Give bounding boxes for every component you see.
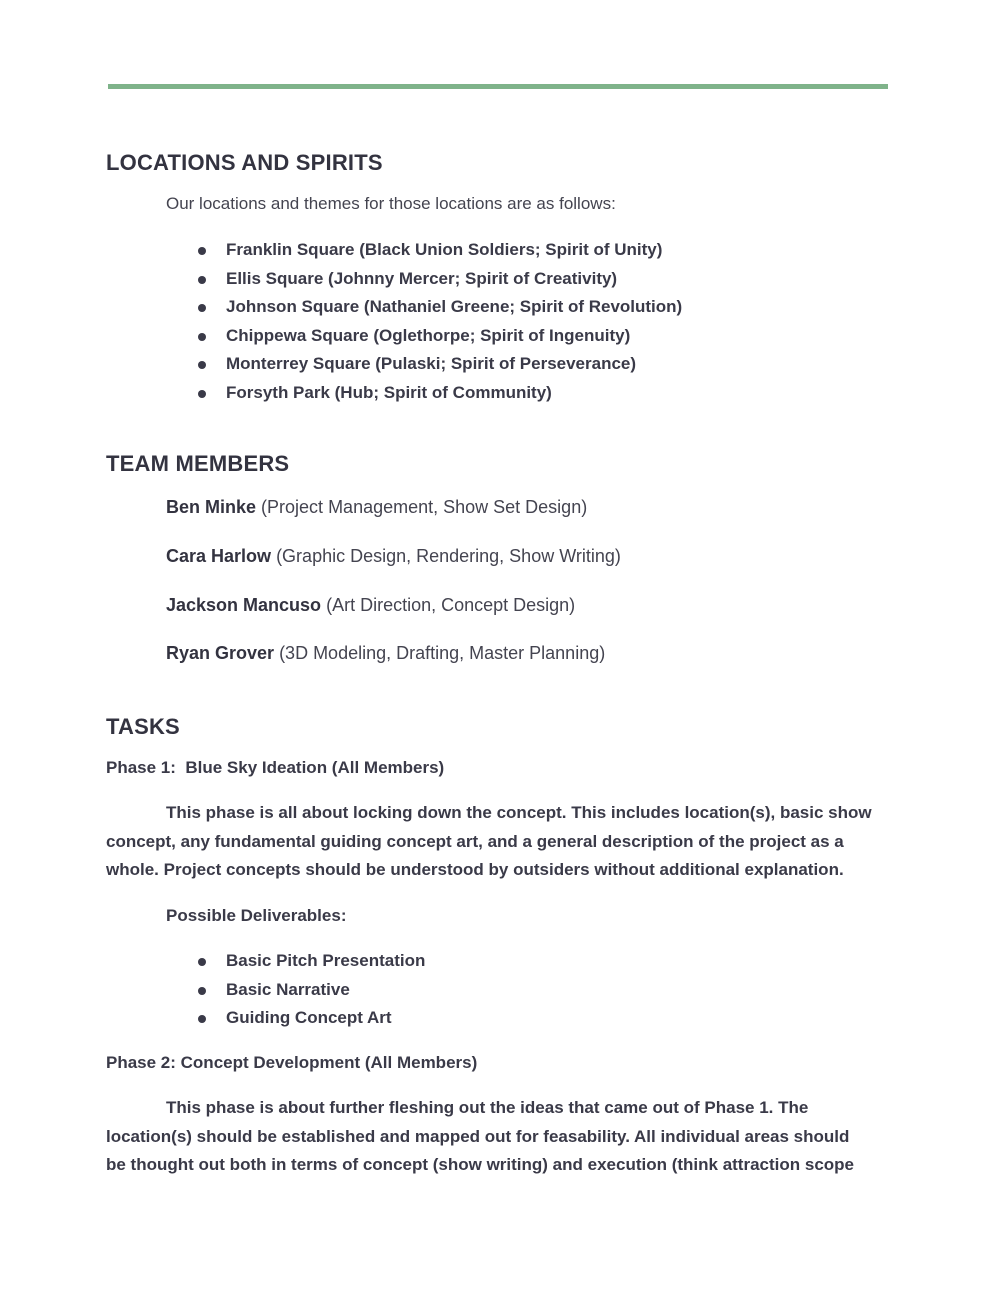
member-name: Ryan Grover — [166, 643, 275, 663]
bullet-icon — [198, 1015, 206, 1023]
phase1-paragraph-line: concept, any fundamental guiding concept art, and a general description of the project as a — [106, 832, 844, 851]
top-divider — [108, 84, 888, 89]
deliverable-label: Guiding Concept Art — [226, 1008, 392, 1028]
phase1-paragraph-line: whole. Project concepts should be understood by outsiders without additional explanation. — [106, 860, 844, 879]
bullet-icon — [198, 276, 206, 284]
member-name: Jackson Mancuso — [166, 595, 322, 615]
member-roles: (Art Direction, Concept Design) — [326, 595, 576, 615]
location-item-label: Ellis Square (Johnny Mercer; Spirit of Creativity) — [226, 268, 618, 288]
phase2-paragraph-line: be thought out both in terms of concept (show writing) and execution (think attraction scope — [106, 1155, 854, 1174]
bullet-icon — [198, 333, 206, 341]
location-item-label: Monterrey Square (Pulaski; Spirit of Perseverance) — [226, 354, 637, 374]
location-item-label: Johnson Square (Nathaniel Greene; Spirit of Revolution) — [226, 297, 683, 317]
phase1-paragraph-line: This phase is all about locking down the concept. This includes location(s), basic show — [166, 803, 872, 822]
bullet-icon — [198, 958, 206, 966]
team-member — [166, 643, 605, 664]
bullet-icon — [198, 247, 206, 255]
locations-intro: Our locations and themes for those locations are as follows: — [166, 194, 616, 213]
location-item-label: Chippewa Square (Oglethorpe; Spirit of Ingenuity) — [226, 325, 631, 345]
phase1-title: Phase 1: Blue Sky Ideation (All Members) — [106, 758, 445, 777]
team-member — [166, 546, 621, 567]
bullet-icon — [198, 390, 206, 398]
member-roles: (Project Management, Show Set Design) — [261, 497, 588, 517]
member-name: Cara Harlow — [166, 546, 272, 566]
deliverable-label: Basic Narrative — [226, 979, 350, 999]
member-roles: (3D Modeling, Drafting, Master Planning) — [279, 643, 606, 663]
deliverable-label: Basic Pitch Presentation — [226, 951, 426, 970]
location-item-label: Forsyth Park (Hub; Spirit of Community) — [226, 382, 552, 402]
member-roles: (Graphic Design, Rendering, Show Writing) — [276, 546, 621, 566]
locations-heading: LOCATIONS AND SPIRITS — [106, 150, 383, 175]
location-item-label: Franklin Square (Black Union Soldiers; Spirit of Unity) — [226, 240, 663, 259]
tasks-heading: TASKS — [106, 714, 180, 739]
phase2-title: Phase 2: Concept Development (All Members) — [106, 1053, 478, 1072]
member-name: Ben Minke — [166, 497, 257, 517]
team-heading: TEAM MEMBERS — [106, 451, 290, 476]
team-member — [166, 497, 587, 518]
deliverables-label: Possible Deliverables: — [166, 906, 347, 925]
bullet-icon — [198, 361, 206, 369]
bullet-icon — [198, 304, 206, 312]
phase2-paragraph-line: This phase is about further fleshing out the ideas that came out of Phase 1. The — [166, 1098, 809, 1117]
bullet-icon — [198, 987, 206, 995]
team-member — [166, 595, 575, 616]
phase2-paragraph-line: location(s) should be established and mapped out for feasability. All individual areas should — [106, 1127, 850, 1146]
